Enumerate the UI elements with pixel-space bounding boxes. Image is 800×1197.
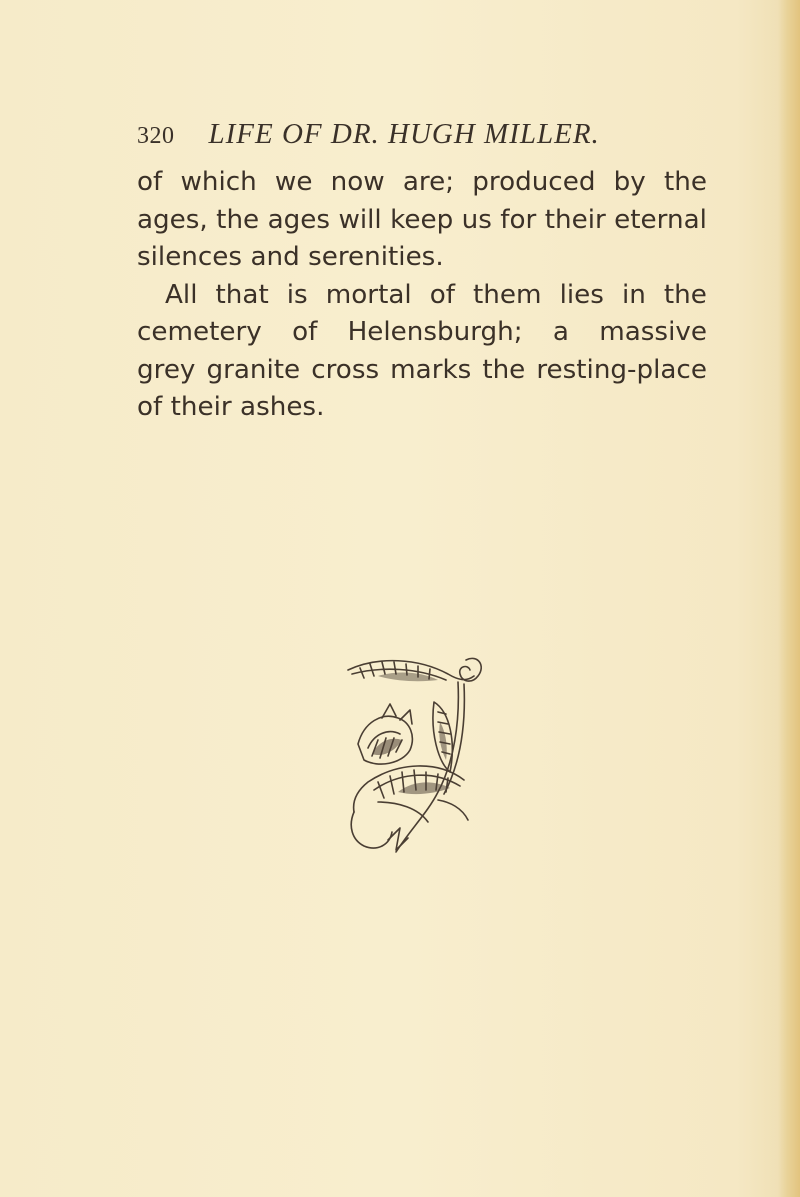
word: of — [137, 167, 163, 197]
word: the — [482, 354, 526, 385]
word: the — [663, 279, 707, 310]
word: grey — [137, 354, 196, 385]
word: and — [250, 242, 300, 272]
word: massive — [599, 317, 707, 347]
word: are; — [402, 167, 455, 197]
word: keep — [390, 204, 454, 235]
word: cross — [311, 354, 380, 385]
thistle-vignette-icon — [338, 652, 486, 864]
text-line — [137, 352, 707, 390]
word: produced — [472, 167, 596, 197]
word: will — [338, 204, 382, 235]
text-line — [137, 202, 707, 240]
word: in — [621, 279, 646, 310]
word: ashes. — [240, 392, 325, 422]
word: ages, — [137, 204, 208, 235]
word: now — [330, 167, 385, 197]
word: eternal — [614, 204, 707, 235]
word: is — [286, 279, 308, 310]
text-line — [137, 314, 707, 352]
word: All — [165, 279, 198, 310]
word: we — [274, 167, 313, 197]
word: mortal — [325, 279, 412, 310]
text-line — [137, 164, 707, 202]
body-text — [137, 164, 707, 427]
word: by — [613, 167, 646, 197]
word: for — [500, 204, 537, 235]
word: of — [137, 392, 163, 422]
word: which — [180, 167, 257, 197]
running-title: LIFE OF DR. HUGH MILLER. — [208, 118, 600, 150]
word: of — [292, 317, 318, 347]
word: the — [216, 204, 260, 235]
word: marks — [390, 354, 472, 385]
word: us — [461, 204, 492, 235]
word: silences — [137, 242, 243, 272]
word: of — [429, 279, 455, 310]
text-line — [137, 389, 707, 427]
word: their — [170, 392, 232, 422]
page-edge — [778, 0, 800, 1197]
running-head — [137, 118, 697, 154]
word: a — [552, 317, 569, 347]
word: their — [544, 204, 606, 235]
word: cemetery — [137, 317, 262, 347]
page-number: 320 — [137, 123, 175, 149]
word: them — [473, 279, 542, 310]
word: Helensburgh; — [347, 317, 523, 347]
text-line — [137, 277, 707, 315]
word: that — [215, 279, 269, 310]
text-line — [137, 239, 707, 277]
word: the — [663, 167, 707, 197]
word: resting-place — [536, 354, 707, 385]
word: granite — [206, 354, 301, 385]
word: lies — [559, 279, 604, 310]
word: serenities. — [308, 242, 444, 272]
word: ages — [267, 204, 331, 235]
